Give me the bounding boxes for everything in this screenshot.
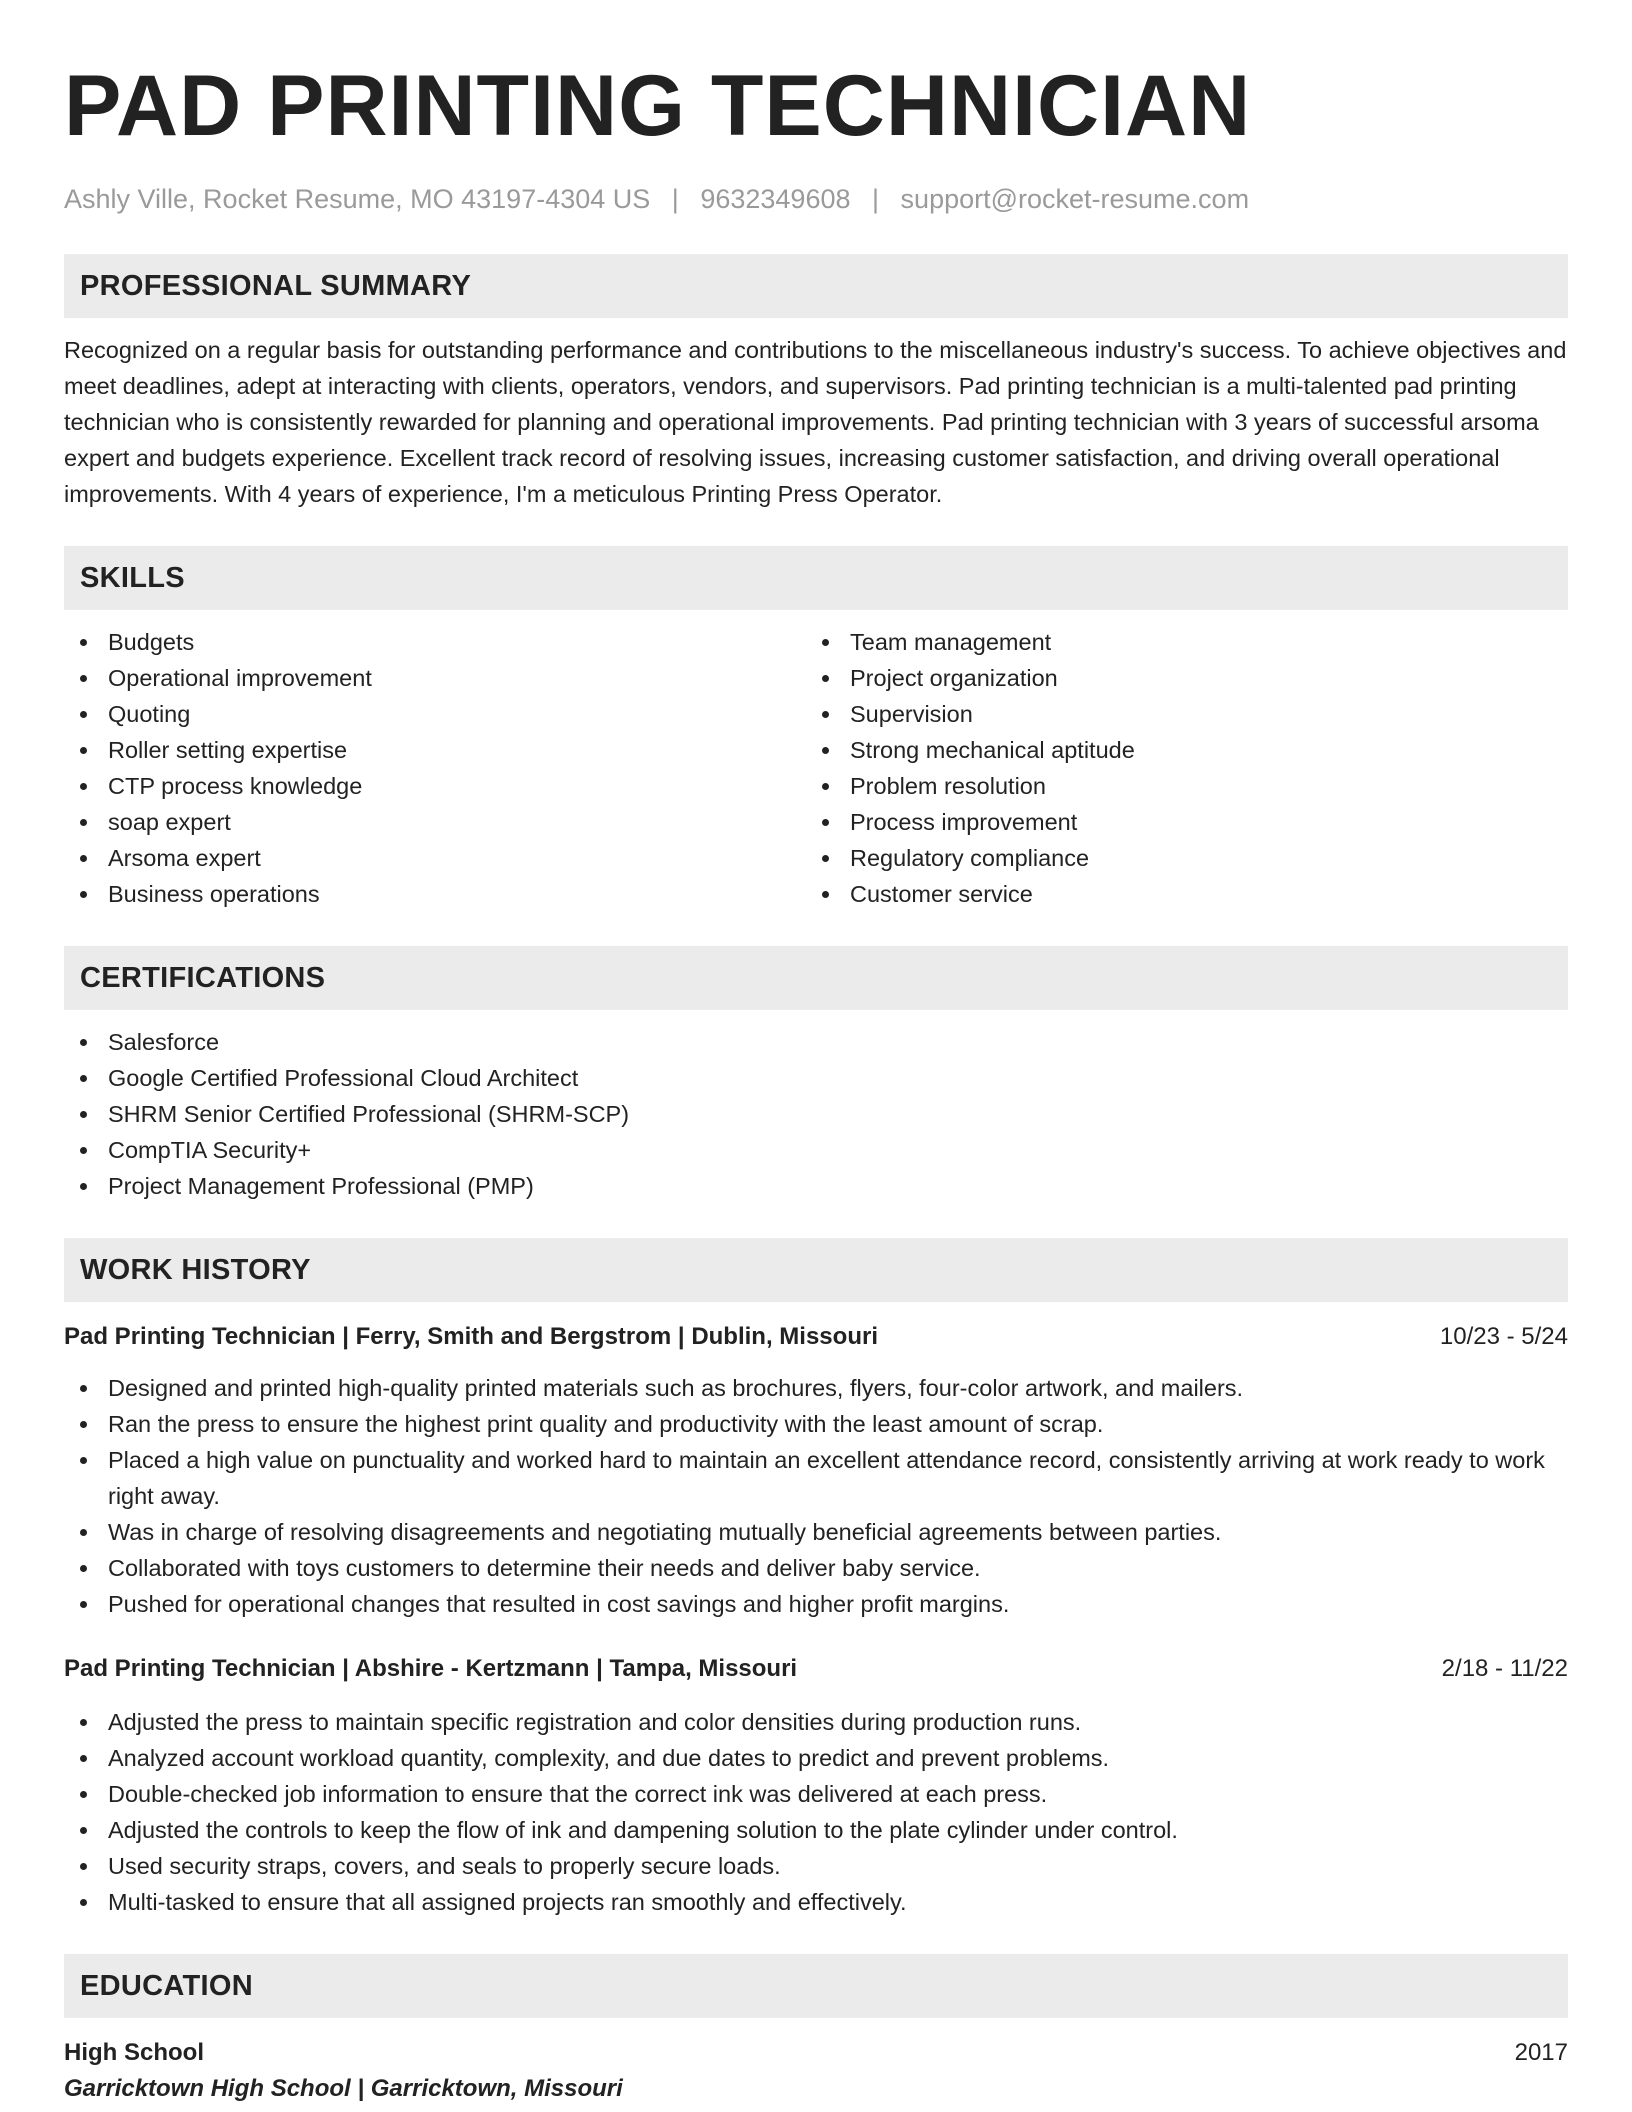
- education-section: [64, 1954, 1568, 2106]
- skills-grid: [64, 624, 1568, 912]
- list-item: [806, 624, 1548, 660]
- bullet-icon: [822, 675, 829, 682]
- list-item-text: Salesforce: [108, 1029, 220, 1055]
- skills-right-list: [806, 624, 1548, 912]
- work-section: [64, 1238, 1568, 1920]
- list-item: [64, 1442, 1568, 1514]
- list-item-text: Process improvement: [850, 809, 1078, 835]
- list-item-text: Pushed for operational changes that resulted in cost savings and higher profit margins.: [108, 1591, 1010, 1617]
- bullet-icon: [80, 783, 87, 790]
- section-header-certifications: CERTIFICATIONS: [64, 946, 1568, 1010]
- list-item: [64, 1586, 1568, 1622]
- bullet-icon: [80, 1827, 87, 1834]
- bullet-icon: [80, 1755, 87, 1762]
- education-header: [64, 2036, 1568, 2070]
- list-item-text: Double-checked job information to ensure that the correct ink was delivered at each press.: [108, 1781, 1048, 1807]
- list-item-text: Regulatory compliance: [850, 845, 1090, 871]
- education-school: Garricktown High School | Garricktown, Missouri: [64, 2075, 623, 2102]
- summary-text: Recognized on a regular basis for outstanding performance and contributions to the miscellaneous industry's success. To achieve objectives and meet deadlines, adept at interacting with clients, operators, vendors, and supervisors. Pad printing technician is a multi-talented pad printing technician who is consistently rewarded for planning and operational improvements. Pad printing technician with 3 years of successful arsoma expert and budgets experience. Excellent track record of resolving issues, increasing customer satisfaction, and driving overall operational improvements. With 4 years of experience, I'm a meticulous Printing Press Operator.: [64, 337, 1567, 507]
- list-item: [64, 1024, 1568, 1060]
- list-item: [64, 1884, 1568, 1920]
- bullet-icon: [822, 819, 829, 826]
- list-item: [64, 660, 806, 696]
- list-item-text: Strong mechanical aptitude: [850, 737, 1135, 763]
- list-item: [64, 768, 806, 804]
- bullet-icon: [80, 747, 87, 754]
- education-year: 2017: [1514, 2039, 1568, 2066]
- bullet-icon: [822, 747, 829, 754]
- list-item-text: Adjusted the press to maintain specific registration and color densities during production runs.: [108, 1709, 1082, 1735]
- skills-left-list: [64, 624, 806, 912]
- list-item-text: Problem resolution: [850, 773, 1046, 799]
- bullet-icon: [80, 1863, 87, 1870]
- list-item-text: CTP process knowledge: [108, 773, 363, 799]
- list-item: [64, 1060, 1568, 1096]
- list-item: [64, 1406, 1568, 1442]
- list-item-text: Team management: [850, 629, 1052, 655]
- contact-line: [64, 182, 1568, 216]
- list-item-text: Roller setting expertise: [108, 737, 348, 763]
- job-title: Pad Printing Technician | Abshire - Kertzmann | Tampa, Missouri: [64, 1655, 798, 1682]
- education-degree: High School: [64, 2039, 204, 2066]
- bullet-icon: [822, 639, 829, 646]
- job-dates: 10/23 - 5/24: [1439, 1323, 1568, 1350]
- bullet-icon: [822, 855, 829, 862]
- list-item: [64, 696, 806, 732]
- list-item: [806, 768, 1548, 804]
- bullet-icon: [822, 891, 829, 898]
- job-bullets: [64, 1370, 1568, 1622]
- list-item-text: Project organization: [850, 665, 1058, 691]
- list-item-text: Project Management Professional (PMP): [108, 1173, 534, 1199]
- bullet-icon: [80, 1421, 87, 1428]
- skills-section: [64, 546, 1568, 912]
- job-entry: [64, 1652, 1568, 1920]
- section-header-education: EDUCATION: [64, 1954, 1568, 2018]
- bullet-icon: [80, 819, 87, 826]
- list-item-text: Collaborated with toys customers to determine their needs and deliver baby service.: [108, 1555, 981, 1581]
- list-item: [64, 624, 806, 660]
- job-header: [64, 1652, 1568, 1686]
- bullet-icon: [80, 675, 87, 682]
- job-header: [64, 1320, 1568, 1354]
- certifications-list: [64, 1024, 1568, 1204]
- list-item: [806, 840, 1548, 876]
- bullet-icon: [80, 1075, 87, 1082]
- list-item-text: soap expert: [108, 809, 231, 835]
- candidate-name: PAD PRINTING TECHNICIAN: [64, 58, 1252, 154]
- list-item-text: Supervision: [850, 701, 973, 727]
- job-bullets: [64, 1704, 1568, 1920]
- bullet-icon: [80, 639, 87, 646]
- contact-email: support@rocket-resume.com: [900, 184, 1250, 214]
- list-item-text: Designed and printed high-quality printed materials such as brochures, flyers, four-color artwork, and mailers.: [108, 1375, 1244, 1401]
- list-item-text: Placed a high value on punctuality and worked hard to maintain an excellent attendance record, consistently arriving at work ready to work right away.: [108, 1447, 1545, 1509]
- list-item-text: SHRM Senior Certified Professional (SHRM-SCP): [108, 1101, 630, 1127]
- list-item-text: Was in charge of resolving disagreements and negotiating mutually beneficial agreements between parties.: [108, 1519, 1222, 1545]
- list-item-text: Adjusted the controls to keep the flow of ink and dampening solution to the plate cylinder under control.: [108, 1817, 1178, 1843]
- list-item: [64, 1740, 1568, 1776]
- list-item: [64, 876, 806, 912]
- section-header-summary: PROFESSIONAL SUMMARY: [64, 254, 1568, 318]
- list-item: [64, 1776, 1568, 1812]
- bullet-icon: [80, 1529, 87, 1536]
- contact-address: Ashly Ville, Rocket Resume, MO 43197-4304 US: [64, 184, 651, 214]
- list-item-text: Quoting: [108, 701, 191, 727]
- bullet-icon: [80, 1719, 87, 1726]
- list-item: [806, 660, 1548, 696]
- list-item-text: Multi-tasked to ensure that all assigned projects ran smoothly and effectively.: [108, 1889, 907, 1915]
- bullet-icon: [80, 1183, 87, 1190]
- bullet-icon: [80, 711, 87, 718]
- list-item-text: CompTIA Security+: [108, 1137, 312, 1163]
- list-item: [64, 840, 806, 876]
- list-item: [64, 1848, 1568, 1884]
- bullet-icon: [80, 1899, 87, 1906]
- list-item: [64, 804, 806, 840]
- list-item-text: Arsoma expert: [108, 845, 261, 871]
- list-item-text: Google Certified Professional Cloud Architect: [108, 1065, 579, 1091]
- list-item-text: Ran the press to ensure the highest print quality and productivity with the least amount of scrap.: [108, 1411, 1104, 1437]
- list-item: [64, 1514, 1568, 1550]
- bullet-icon: [80, 1385, 87, 1392]
- certifications-section: [64, 946, 1568, 1204]
- list-item: [806, 732, 1548, 768]
- contact-separator: |: [872, 184, 880, 214]
- bullet-icon: [80, 1457, 87, 1464]
- bullet-icon: [80, 1601, 87, 1608]
- section-header-skills: SKILLS: [64, 546, 1568, 610]
- list-item-text: Operational improvement: [108, 665, 372, 691]
- bullet-icon: [822, 711, 829, 718]
- bullet-icon: [80, 1791, 87, 1798]
- section-header-work: WORK HISTORY: [64, 1238, 1568, 1302]
- list-item: [64, 1704, 1568, 1740]
- list-item: [64, 1132, 1568, 1168]
- bullet-icon: [80, 1147, 87, 1154]
- bullet-icon: [80, 855, 87, 862]
- list-item: [64, 732, 806, 768]
- job-dates: 2/18 - 11/22: [1441, 1655, 1568, 1682]
- bullet-icon: [80, 1111, 87, 1118]
- summary-section: [64, 254, 1568, 512]
- resume-page: [64, 56, 1568, 2106]
- bullet-icon: [80, 1039, 87, 1046]
- job-title: Pad Printing Technician | Ferry, Smith and Bergstrom | Dublin, Missouri: [64, 1323, 878, 1350]
- list-item-text: Analyzed account workload quantity, complexity, and due dates to predict and prevent problems.: [108, 1745, 1110, 1771]
- list-item: [806, 876, 1548, 912]
- list-item-text: Business operations: [108, 881, 320, 907]
- bullet-icon: [822, 783, 829, 790]
- bullet-icon: [80, 891, 87, 898]
- list-item-text: Customer service: [850, 881, 1033, 907]
- contact-phone: 9632349608: [700, 184, 851, 214]
- bullet-icon: [80, 1565, 87, 1572]
- job-entry: [64, 1320, 1568, 1622]
- list-item: [64, 1550, 1568, 1586]
- list-item: [64, 1812, 1568, 1848]
- list-item: [806, 804, 1548, 840]
- list-item: [64, 1168, 1568, 1204]
- list-item: [64, 1370, 1568, 1406]
- list-item-text: Used security straps, covers, and seals to properly secure loads.: [108, 1853, 781, 1879]
- contact-separator: |: [671, 184, 679, 214]
- list-item: [64, 1096, 1568, 1132]
- list-item: [806, 696, 1548, 732]
- list-item-text: Budgets: [108, 629, 195, 655]
